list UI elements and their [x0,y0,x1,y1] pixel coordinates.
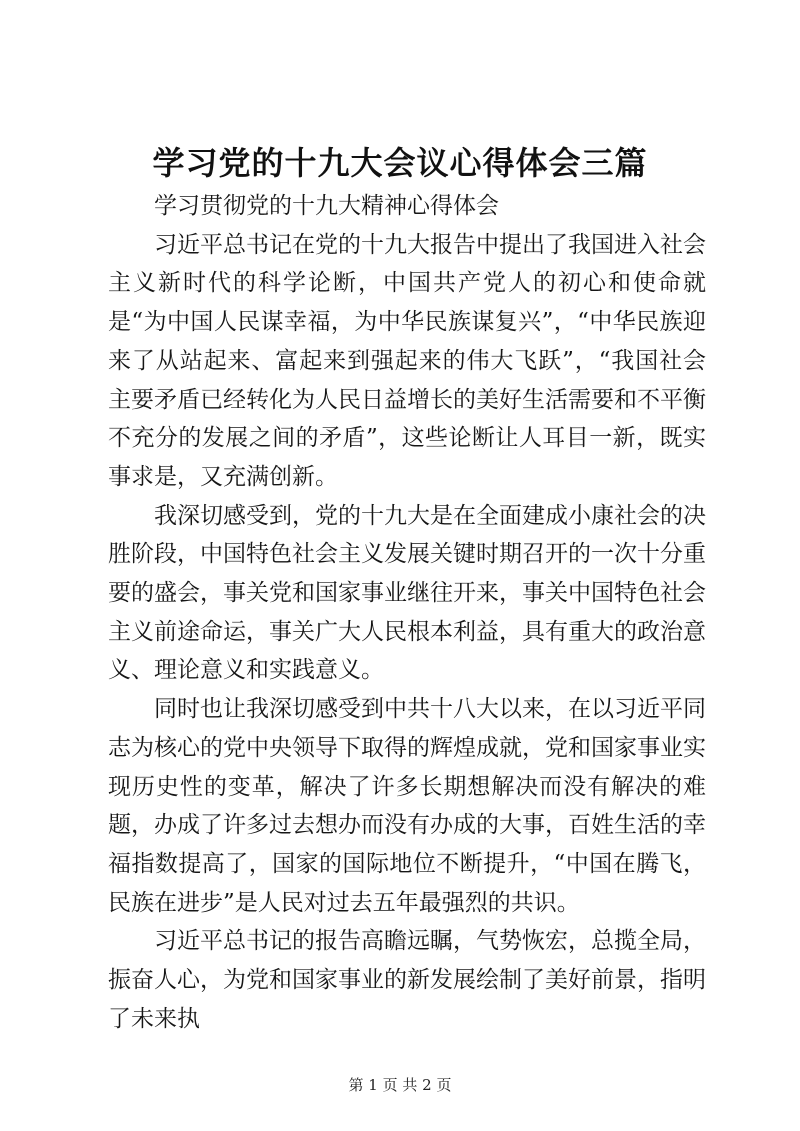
document-body [108,187,706,1038]
body-paragraph: 同时也让我深切感受到中共十八大以来，在以习近平同志为核心的党中央领导下取得的辉煌成就，党和国家事业实现历史性的变革，解决了许多长期想解决而没有解决的难题，办成了许多过去想办而没有办成的大事，百姓生活的幸福指数提高了，国家的国际地位不断提升，“中国在腾飞，民族在进步”是人民对过去五年最强烈的共识。 [108,696,706,916]
subtitle-paragraph: 学习贯彻党的十九大精神心得体会 [154,193,499,219]
body-paragraph: 习近平总书记的报告高瞻远瞩，气势恢宏，总揽全局，振奋人心，为党和国家事业的新发展绘制了美好前景，指明了未来执 [108,928,706,1032]
document-title: 学习党的十九大会议心得体会三篇 [152,144,648,182]
body-paragraph: 习近平总书记在党的十九大报告中提出了我国进入社会主义新时代的科学论断，中国共产党人的初心和使命就是“为中国人民谋幸福，为中华民族谋复兴”，“中华民族迎来了从站起来、富起来到强起来的伟大飞跃”，“我国社会主要矛盾已经转化为人民日益增长的美好生活需要和不平衡不充分的发展之间的矛盾”，这些论断让人耳目一新，既实事求是，又充满创新。 [108,231,706,490]
page-footer: 第 1 页 共 2 页 [348,1076,452,1094]
body-paragraph: 我深切感受到，党的十九大是在全面建成小康社会的决胜阶段，中国特色社会主义发展关键时期召开的一次十分重要的盛会，事关党和国家事业继往开来，事关中国特色社会主义前途命运，事关广大人民根本利益，具有重大的政治意义、理论意义和实践意义。 [108,502,706,684]
